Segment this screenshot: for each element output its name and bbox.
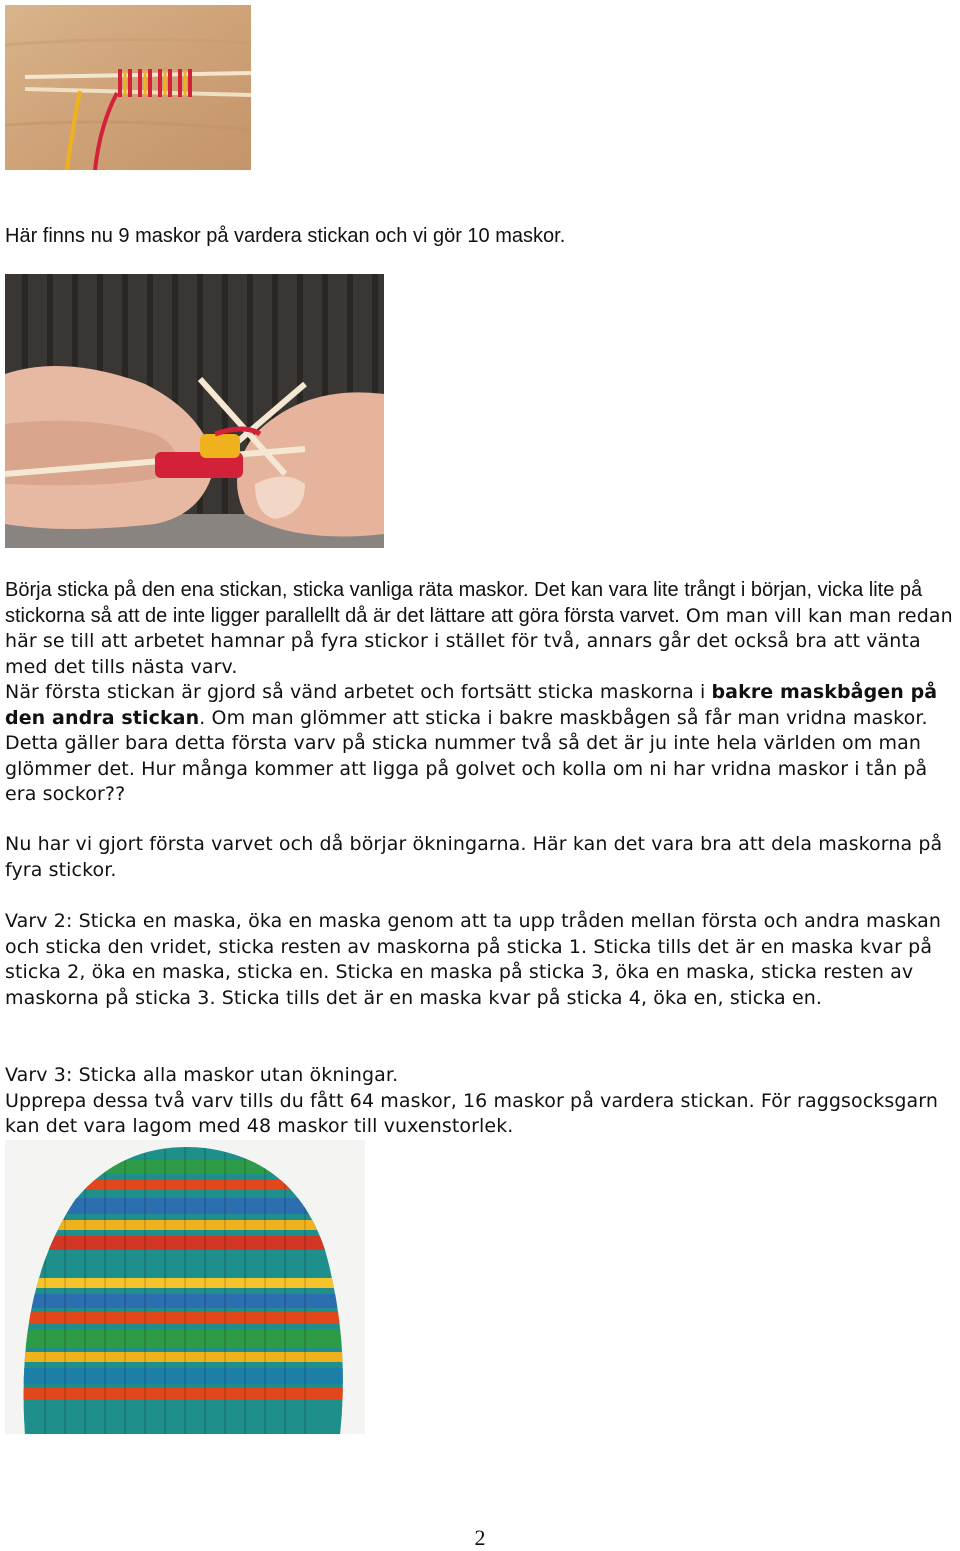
paragraph-first-round-a: Börja sticka på den ena stickan, sticka vanliga räta maskor. Det kan vara lite trångt i början, vicka lite på stickorna så att de inte ligger parallellt då är det lättare att göra första varvet.: [5, 579, 923, 627]
paragraph-stitch-count: Här finns nu 9 maskor på vardera stickan och vi gör 10 maskor.: [5, 225, 566, 247]
photo-hands-knitting: [5, 274, 384, 548]
paragraph-first-round-b: Om man vill kan man redan här se till att arbetet hamnar på fyra stickor i stället för två, annars går det också bra att vänta med det tills nästa varv.: [5, 604, 953, 678]
paragraph-back-loop-post: . Om man glömmer att sticka i bakre maskbågen så får man vridna maskor. Detta gäller bara detta första varv på sticka nummer två så det är ju inte hela världen om man glömmer det. Hur många kommer att ligga på golvet och kolla om ni har vridna maskor i tån på era sockor??: [5, 706, 928, 805]
paragraph-round-3-a: Varv 3: Sticka alla maskor utan ökningar.: [5, 1064, 399, 1086]
paragraph-increases-start: Nu har vi gjort första varvet och då börjar ökningarna. Här kan det vara bra att dela maskorna på fyra stickor.: [5, 833, 943, 881]
paragraph-back-loop-bold: bakre maskbågen på den andra stickan: [5, 681, 938, 729]
paragraph-round-3: [5, 1063, 960, 1140]
paragraph-round-2: Varv 2: Sticka en maska, öka en maska genom att ta upp tråden mellan första och andra maskan och sticka den vridet, sticka resten av maskorna på sticka 1. Sticka tills det är en maska kvar på sticka 2, öka en maska, sticka en. Sticka en maska på sticka 3, öka en maska, sticka resten av maskorna på sticka 3. Sticka tills det är en maska kvar på sticka 4, öka en, sticka en.: [5, 910, 941, 1009]
photo-sock-toe: [5, 1140, 365, 1434]
photo-needles-cast-on: [5, 5, 251, 170]
paragraph-back-loop-pre: När första stickan är gjord så vänd arbetet och fortsätt sticka maskorna i: [5, 681, 712, 703]
paragraph-first-round: [5, 578, 960, 808]
page-number: 2: [474, 1525, 486, 1550]
paragraph-round-3-b: Upprepa dessa två varv tills du fått 64 maskor, 16 maskor på vardera stickan. För raggsocksgarn kan det vara lagom med 48 maskor till vuxenstorlek.: [5, 1089, 939, 1137]
